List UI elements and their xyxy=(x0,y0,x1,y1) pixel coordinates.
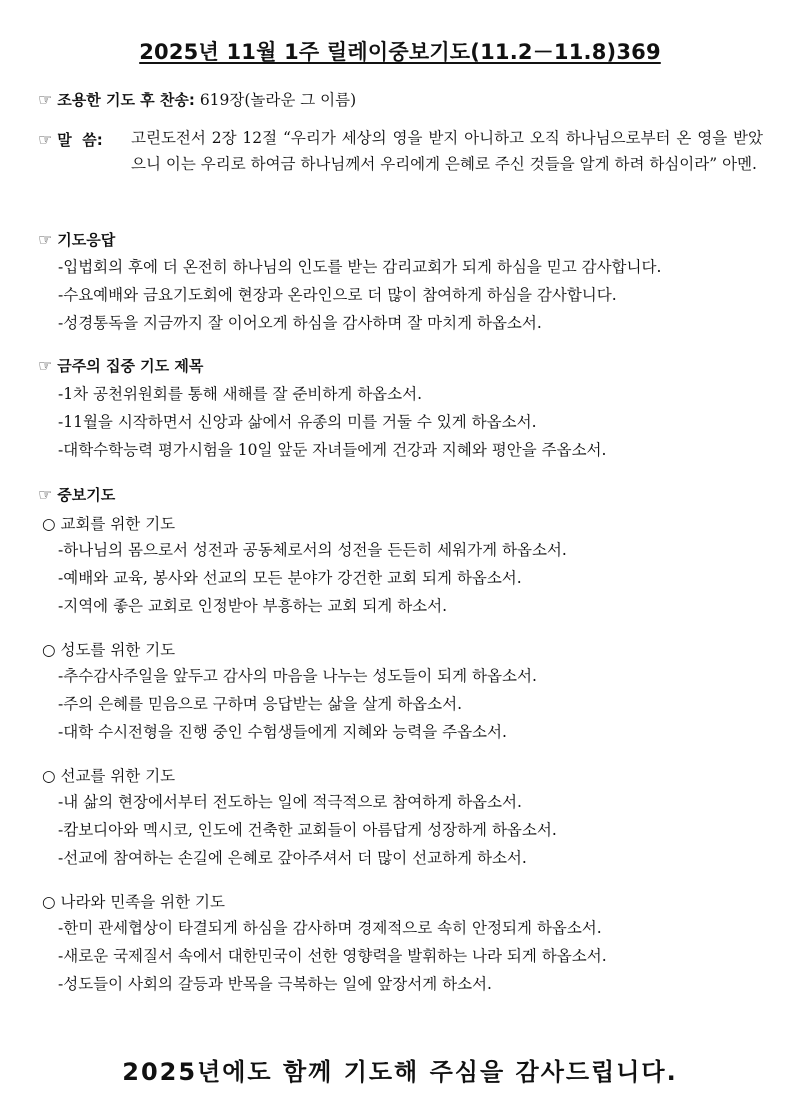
pointing-hand-icon: ☞ xyxy=(38,356,53,375)
answer-item: -수요예배와 금요기도회에 현장과 온라인으로 더 많이 참여하게 하심을 감사합니다. xyxy=(58,286,617,304)
word-label: 말 씀: xyxy=(57,131,103,149)
intercession-heading: ☞ 중보기도 xyxy=(38,485,116,504)
saints-item: -주의 은혜를 믿음으로 구하며 응답받는 삶을 살게 하옵소서. xyxy=(58,695,463,713)
nation-item: -한미 관세협상이 타결되게 하심을 감사하며 경제적으로 속히 안정되게 하옵소서. xyxy=(58,919,602,937)
word-label-line xyxy=(38,129,103,150)
group-title-saints: ○ 성도를 위한 기도 xyxy=(42,641,176,659)
closing-message: 2025년에도 함께 기도해 주심을 감사드립니다. xyxy=(122,1058,678,1086)
answers-heading: ☞ 기도응답 xyxy=(38,230,116,249)
pointing-hand-icon: ☞ xyxy=(38,130,53,149)
pointing-hand-icon: ☞ xyxy=(38,90,53,109)
mission-item: -선교에 참여하는 손길에 은혜로 갚아주셔서 더 많이 선교하게 하소서. xyxy=(58,849,527,867)
circle-bullet-icon: ○ xyxy=(42,515,56,533)
church-item: -지역에 좋은 교회로 인정받아 부흥하는 교회 되게 하소서. xyxy=(58,597,448,615)
group-title-church: ○ 교회를 위한 기도 xyxy=(42,515,176,533)
answer-item: -성경통독을 지금까지 잘 이어오게 하심을 감사하며 잘 마치게 하옵소서. xyxy=(58,314,542,332)
circle-bullet-icon: ○ xyxy=(42,641,56,659)
focus-heading: ☞ 금주의 집중 기도 제목 xyxy=(38,356,204,375)
hymn-line xyxy=(38,88,356,110)
saints-item: -추수감사주일을 앞두고 감사의 마음을 나누는 성도들이 되게 하옵소서. xyxy=(58,667,537,685)
answer-item: -입법회의 후에 더 온전히 하나님의 인도를 받는 감리교회가 되게 하심을 믿고 감사합니다. xyxy=(58,258,662,276)
pointing-hand-icon: ☞ xyxy=(38,485,53,504)
circle-bullet-icon: ○ xyxy=(42,767,56,785)
church-item: -예배와 교육, 봉사와 선교의 모든 분야가 강건한 교회 되게 하옵소서. xyxy=(58,569,522,587)
saints-item: -대학 수시전형을 진행 중인 수험생들에게 지혜와 능력을 주옵소서. xyxy=(58,723,507,741)
focus-item: -11월을 시작하면서 신앙과 삶에서 유종의 미를 거둘 수 있게 하옵소서. xyxy=(58,413,537,431)
nation-item: -새로운 국제질서 속에서 대한민국이 선한 영향력을 발휘하는 나라 되게 하옵소서. xyxy=(58,947,607,965)
group-title-mission: ○ 선교를 위한 기도 xyxy=(42,767,176,785)
church-item: -하나님의 몸으로서 성전과 공동체로서의 성전을 든든히 세워가게 하옵소서. xyxy=(58,541,567,559)
mission-item: -캄보디아와 멕시코, 인도에 건축한 교회들이 아름답게 성장하게 하옵소서. xyxy=(58,821,557,839)
hymn-label: 조용한 기도 후 찬송: xyxy=(57,91,195,109)
focus-item: -대학수학능력 평가시험을 10일 앞둔 자녀들에게 건강과 지혜와 평안을 주옵소서. xyxy=(58,441,607,459)
scripture-text: 고린도전서 2장 12절 “우리가 세상의 영을 받지 아니하고 오직 하나님으로부터 온 영을 받았으니 이는 우리로 하여금 하나님께서 우리에게 은혜로 주신 것들을 알게 하려 하심이라” 아멘. xyxy=(131,129,763,173)
pointing-hand-icon: ☞ xyxy=(38,230,53,249)
mission-item: -내 삶의 현장에서부터 전도하는 일에 적극적으로 참여하게 하옵소서. xyxy=(58,793,522,811)
group-title-nation: ○ 나라와 민족을 위한 기도 xyxy=(42,893,225,911)
document-title: 2025년 11월 1주 릴레이중보기도(11.2－11.8)369 xyxy=(139,40,661,64)
hymn-value: 619장(놀라운 그 이름) xyxy=(199,91,357,109)
circle-bullet-icon: ○ xyxy=(42,893,56,911)
nation-item: -성도들이 사회의 갈등과 반목을 극복하는 일에 앞장서게 하소서. xyxy=(58,975,492,993)
focus-item: -1차 공천위원회를 통해 새해를 잘 준비하게 하옵소서. xyxy=(58,385,423,403)
